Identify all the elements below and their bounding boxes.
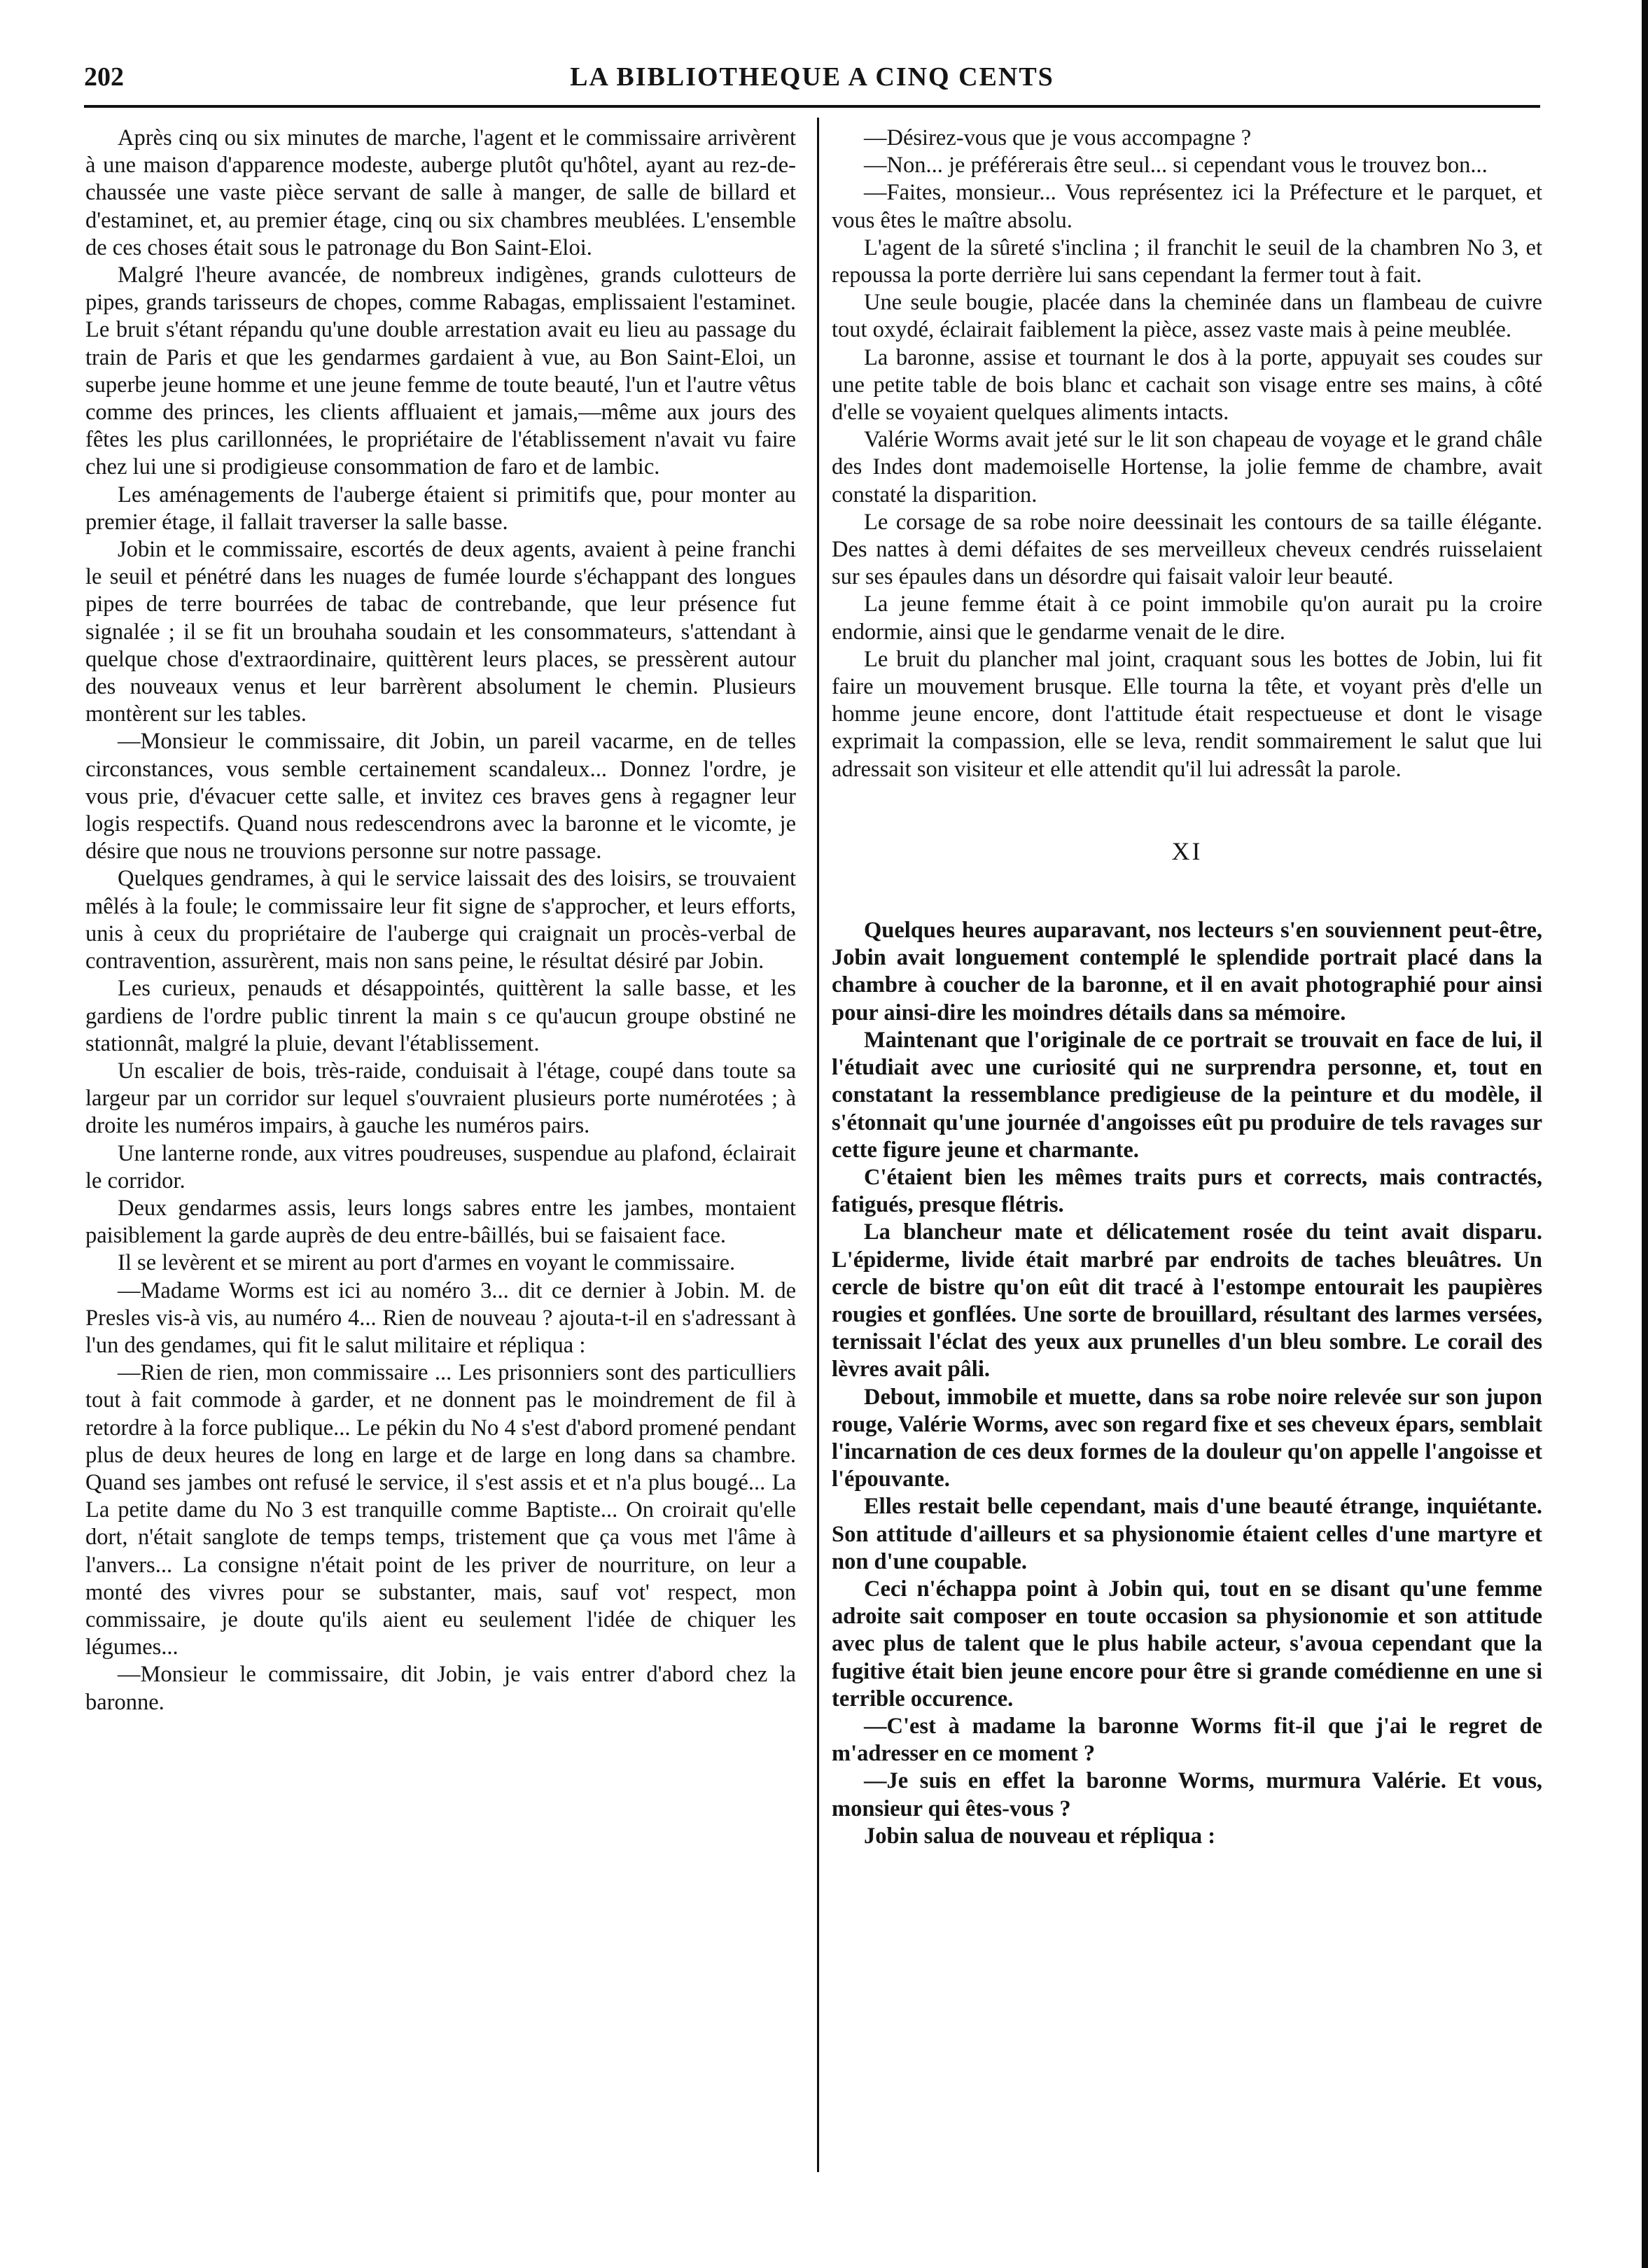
header-rule bbox=[84, 105, 1540, 108]
paragraph: Le bruit du plancher mal joint, craquant sous les bottes de Jobin, lui fit faire un mouvement brusque. Elle tourna la tête, et voyant près d'elle un homme jeune encore, dont l'attitude était respectueuse et dont le visage exprimait la compassion, elle se leva, rendit sommairement le salut que lui adressait son visiteur et elle attendit qu'il lui adressât la parole. bbox=[832, 646, 1542, 782]
paragraph: —Monsieur le commissaire, dit Jobin, un pareil vacarme, en de telles circonstances, vous semble certainement scandaleux... Donnez l'ordre, je vous prie, d'évacuer cette salle, et invitez ces braves gens à regagner leur logis respectifs. Quand nous redescendrons avec la baronne et le vicomte, je désire que nous ne trouvions personne sur notre passage. bbox=[85, 729, 796, 864]
paragraph: L'agent de la sûreté s'inclina ; il franchit le seuil de la chambren No 3, et repoussa la porte derrière lui sans cependant la fermer tout à fait. bbox=[832, 234, 1542, 288]
paragraph: —Désirez-vous que je vous accompagne ? bbox=[864, 125, 1252, 150]
paragraph: Deux gendarmes assis, leurs longs sabres entre les jambes, montaient paisiblement la garde auprès de deu entre-bâillés, bui se faisaient face. bbox=[85, 1195, 796, 1249]
paragraph: Valérie Worms avait jeté sur le lit son chapeau de voyage et le grand châle des Indes dont mademoiselle Hortense, la jolie femme de chambre, avait constaté la disparition. bbox=[832, 427, 1542, 507]
paragraph: Un escalier de bois, très-raide, conduisait à l'étage, coupé dans toute sa largeur par un corridor sur lequel s'ouvraient plusieurs porte numérotées ; à droite les numéros impairs, à gauche les numéros pairs. bbox=[85, 1058, 796, 1139]
paragraph: C'étaient bien les mêmes traits purs et corrects, mais contractés, fatigués, presque flétris. bbox=[832, 1164, 1542, 1218]
paragraph: Debout, immobile et muette, dans sa robe noire relevée sur son jupon rouge, Valérie Worms, avec son regard fixe et ses cheveux épars, semblait l'incarnation de ces deux formes de la douleur qu'on appelle l'angoisse et l'épouvante. bbox=[832, 1384, 1542, 1492]
paragraph: —Monsieur le commissaire, dit Jobin, je vais entrer d'abord chez la baronne. bbox=[85, 1662, 796, 1715]
left-column bbox=[85, 125, 796, 2172]
paragraph: —C'est à madame la baronne Worms fit-il que j'ai le regret de m'adresser en ce moment ? bbox=[832, 1713, 1542, 1767]
running-title: LA BIBLIOTHEQUE A CINQ CENTS bbox=[570, 62, 1054, 92]
paragraph: Quelques gendrames, à qui le service laissait des des loisirs, se trouvaient mêlés à la foule; le commissaire leur fit signe de s'approcher, et leurs efforts, unis à ceux du propriétaire de l'auberge qui craignait un procès-verbal de contravention, assurèrent, mais non sans peine, le résultat désiré par Jobin. bbox=[85, 866, 796, 974]
paragraph: —Madame Worms est ici au noméro 3... dit ce dernier à Jobin. M. de Presles vis-à vis, au numéro 4... Rien de nouveau ? ajouta-t-il en s'adressant à l'un des gendames, qui fit le salut militaire et répliqua : bbox=[85, 1278, 796, 1358]
paragraph: La jeune femme était à ce point immobile qu'on aurait pu la croire endormie, ainsi que le gendarme venait de le dire. bbox=[832, 592, 1542, 645]
paragraph: Une lanterne ronde, aux vitres poudreuses, suspendue au plafond, éclairait le corridor. bbox=[85, 1140, 796, 1194]
paragraph: Malgré l'heure avancée, de nombreux indigènes, grands culotteurs de pipes, grands tarisseurs de chopes, comme Rabagas, emplissaient l'estaminet. Le bruit s'étant répandu qu'une double arrestation avait eu lieu au passage du train de Paris et que les gendarmes gardaient à vue, au Bon Saint-Eloi, un superbe jeune homme et une jeune femme de toute beauté, l'un et l'autre vêtus comme des princes, les clients affluaient et jamais,—même aux jours des fêtes les plus carillonnées, le propriétaire de l'établissement n'avait vu faire chez lui une si prodigieuse consommation de faro et de lambic. bbox=[85, 262, 796, 480]
page-number: 202 bbox=[84, 62, 124, 92]
paragraph: Après cinq ou six minutes de marche, l'agent et le commissaire arrivèrent à une maison d'apparence modeste, auberge plutôt qu'hôtel, ayant au rez-de-chaussée une vaste pièce servant de salle à manger, de salle de billard et d'estaminet, et, au premier étage, cinq ou six chambres meublées. L'ensemble de ces choses était sous le patronage du Bon Saint-Eloi. bbox=[85, 125, 796, 260]
column-divider bbox=[817, 118, 819, 2172]
paragraph: La blancheur mate et délicatement rosée du teint avait disparu. L'épiderme, livide était marbré par endroits de taches bleuâtres. Un cercle de bistre qu'on eût dit tracé à l'estompe entourait les paupières rougies et gonflées. Une sorte de brouillard, résultant des larmes versées, ternissait l'éclat des yeux aux prunelles d'un bleu sombre. Le corail des lèvres avait pâli. bbox=[832, 1219, 1542, 1382]
paragraph: Le corsage de sa robe noire deessinait les contours de sa taille élégante. Des nattes à demi défaites de ses merveilleux cheveux cendrés ruisselaient sur ses épaules dans un désordre qui faisait valoir leur beauté. bbox=[832, 509, 1542, 590]
paragraph: Il se levèrent et se mirent au port d'armes en voyant le commissaire. bbox=[118, 1250, 736, 1276]
paragraph: —Je suis en effet la baronne Worms, murmura Valérie. Et vous, monsieur qui êtes-vous ? bbox=[832, 1768, 1542, 1821]
chapter-numeral: XI bbox=[1171, 836, 1203, 865]
paragraph: —Rien de rien, mon commissaire ... Les prisonniers sont des particulliers tout à fait commode à garder, et ne donnent pas le moindrement de fil à retordre à la force publique... Le pékin du No 4 s'est d'abord promené pendant plus de deux heures de long en large et de large en long dans sa chambre. Quand ses jambes ont refusé le service, il s'est assis et et n'a plus bougé... La La petite dame du No 3 est tranquille comme Baptiste... On croirait qu'elle dort, n'était sanglote de temps temps, tristement que ça vous met l'âme à l'anvers... La consigne n'était point de les priver de nourriture, on leur a monté des vivres pour se substanter, mais, sauf vot' respect, mon commissaire, je doute qu'ils aient eu seulement l'idée de chiquer les légumes... bbox=[85, 1360, 796, 1660]
paragraph: —Faites, monsieur... Vous représentez ici la Préfecture et le parquet, et vous êtes le maître absolu. bbox=[832, 180, 1542, 233]
paragraph: —Non... je préférerais être seul... si cependant vous le trouvez bon... bbox=[864, 153, 1488, 178]
paragraph: Maintenant que l'originale de ce portrait se trouvait en face de lui, il l'étudiait avec une curiosité qui ne surprendra personne, et, tout en constatant la ressemblance predigieuse de la peinture et du modèle, il s'étonnait qu'une journée d'angoisses eût pu produire de tels ravages sur cette figure jeune et charmante. bbox=[832, 1027, 1542, 1163]
scan-edge-shadow bbox=[1642, 0, 1648, 2268]
chapter-xi-body bbox=[832, 917, 1542, 1850]
paragraph: Une seule bougie, placée dans la cheminée dans un flambeau de cuivre tout oxydé, éclairait faiblement la pièce, assez vaste mais à peine meublée. bbox=[832, 290, 1542, 343]
paragraph: Jobin salua de nouveau et répliqua : bbox=[864, 1823, 1216, 1849]
paragraph: Les curieux, penauds et désappointés, quittèrent la salle basse, et les gardiens de l'ordre public tinrent la main s ce qu'aucun groupe obstiné ne stationnât, malgré la pluie, devant l'établissement. bbox=[85, 976, 796, 1056]
paragraph: Les aménagements de l'auberge étaient si primitifs que, pour monter au premier étage, il fallait traverser la salle basse. bbox=[85, 482, 796, 535]
right-column bbox=[832, 125, 1542, 2172]
page-header bbox=[84, 62, 1540, 104]
paragraph: Quelques heures auparavant, nos lecteurs s'en souviennent peut-être, Jobin avait longuement contemplé le splendide portrait placé dans la chambre à coucher de la baronne, et il en avait photographié pour ainsi pour ainsi-dire les moindres détails dans sa mémoire. bbox=[832, 918, 1542, 1026]
paragraph: La baronne, assise et tournant le dos à la porte, appuyait ses coudes sur une petite table de bois blanc et cachait son visage entre ses mains, à côté d'elle se voyaient quelques aliments intacts. bbox=[832, 344, 1542, 426]
paragraph: Jobin et le commissaire, escortés de deux agents, avaient à peine franchi le seuil et pénétré dans les nuages de fumée lourde s'échappant des longues pipes de terre bourrées de tabac de contrebande, que leur présence fut signalée ; il se fit un brouhaha soudain et les consommateurs, s'attendant à quelque chose d'extraordinaire, quittèrent leurs places, se pressèrent autour des nouveaux venus et leur barrèrent absolument le chemin. Plusieurs montèrent sur les tables. bbox=[85, 537, 796, 727]
paragraph: Ceci n'échappa point à Jobin qui, tout en se disant qu'une femme adroite sait composer en toute occasion sa physionomie et son attitude avec plus de talent que le plus habile acteur, s'avoua cependant que la fugitive était bien jeune encore pour être si grande comédienne en une si terrible occurence. bbox=[832, 1576, 1542, 1712]
paragraph: Elles restait belle cependant, mais d'une beauté étrange, inquiétante. Son attitude d'ailleurs et sa physionomie étaient celles d'une martyre et non d'une coupable. bbox=[832, 1494, 1542, 1574]
